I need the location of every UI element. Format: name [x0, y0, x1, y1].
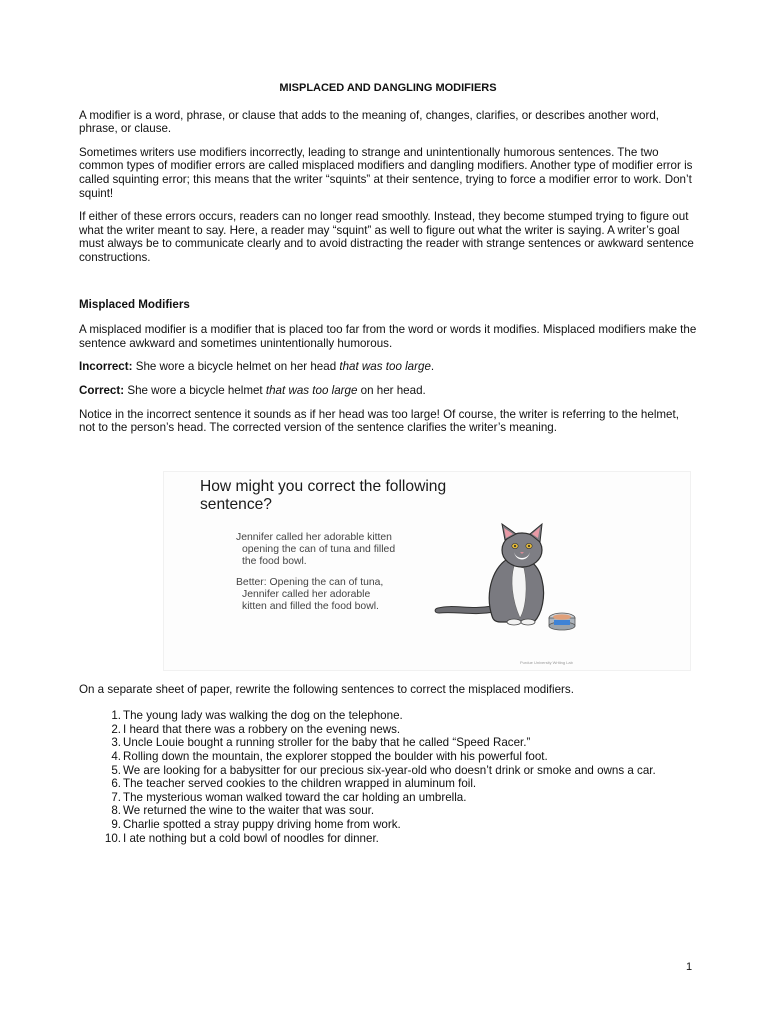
list-item-text: We are looking for a babysitter for our precious six-year-old who doesn’t drink or smoke and owns a car. — [123, 763, 656, 777]
page-number: 1 — [686, 961, 693, 973]
document-title: MISPLACED AND DANGLING MODIFIERS — [279, 82, 497, 94]
notice-paragraph: Notice in the incorrect sentence it sounds as if her head was too large! Of course, the writer is referring to the helmet, not to the person’s head. The corrected version of the sentence clarifies the writer’s meaning. — [79, 407, 679, 435]
incorrect-label: Incorrect: — [79, 360, 133, 374]
example-slide — [163, 471, 691, 671]
list-item-number: 6. — [111, 777, 121, 791]
correct-text-before: She wore a bicycle helmet — [124, 383, 266, 397]
list-item — [79, 723, 697, 737]
list-item-text: I heard that there was a robbery on the evening news. — [123, 722, 401, 736]
incorrect-example — [79, 360, 697, 374]
list-item-number: 8. — [111, 804, 121, 818]
cat-with-tuna-can-icon — [430, 522, 580, 632]
list-item-number: 2. — [111, 722, 121, 736]
intro-paragraph-2: Sometimes writers use modifiers incorrectly, leading to strange and unintentionally humorous sentences. The two common types of modifier errors are called misplaced modifiers and dangling modifiers. Another type of modifier error is called squinting error; this means that the writer “squints” at their sentence, trying to force a modifier error to work. Don’t squint! — [79, 145, 693, 200]
intro-paragraph-3: If either of these errors occurs, readers can no longer read smoothly. Instead, they become stumped trying to figure out what the writer meant to say. Here, a reader may “squint” as well to figure out what the writer is saying. A writer’s goal must always be to communicate clearly and to avoid distracting the reader with strange sentences or awkward sentence constructions. — [79, 210, 694, 264]
list-item-number: 9. — [111, 818, 121, 832]
exercise-instruction: On a separate sheet of paper, rewrite the following sentences to correct the misplaced modifiers. — [79, 682, 574, 696]
list-item-text: The mysterious woman walked toward the car holding an umbrella. — [123, 790, 467, 804]
list-item-text: The young lady was walking the dog on the telephone. — [123, 709, 403, 723]
correct-example — [79, 384, 697, 398]
correct-modifier: that was too large — [265, 383, 358, 397]
list-item-text: I ate nothing but a cold bowl of noodles for dinner. — [123, 831, 379, 845]
incorrect-text-after: . — [430, 360, 435, 374]
intro-paragraph-1: A modifier is a word, phrase, or clause that adds to the meaning of, changes, clarifies, or describes another word, phrase, or clause. — [79, 108, 659, 136]
list-item-number: 4. — [111, 750, 121, 764]
list-item-number: 3. — [111, 736, 121, 750]
list-item-number: 7. — [111, 790, 121, 804]
list-item-text: The teacher served cookies to the children wrapped in aluminum foil. — [123, 777, 477, 791]
slide-wrong-sentence: Jennifer called her adorable kitten opening the can of tuna and filled the food bowl. — [236, 531, 396, 567]
list-item — [79, 736, 697, 750]
correct-text-after: on her head. — [357, 383, 426, 397]
incorrect-modifier: that was too large — [339, 360, 431, 374]
incorrect-text-before: She wore a bicycle helmet on her head — [132, 360, 340, 374]
slide-credit: Purdue University Writing Lab — [520, 659, 573, 665]
section-heading-misplaced: Misplaced Modifiers — [79, 297, 190, 311]
list-item — [79, 804, 697, 818]
list-item — [79, 764, 697, 778]
list-item-text: Uncle Louie bought a running stroller for the baby that he called “Speed Racer.” — [123, 736, 531, 750]
slide-question: How might you correct the following sentence? — [200, 477, 447, 513]
misplaced-definition: A misplaced modifier is a modifier that is placed too far from the word or words it modifies. Misplaced modifiers make the sentence awkward and sometimes unintentionally humorous. — [79, 323, 697, 350]
list-item-number: 5. — [111, 763, 121, 777]
list-item-number: 1. — [111, 709, 121, 723]
list-item — [79, 709, 697, 723]
slide-examples — [236, 532, 396, 622]
list-item — [79, 791, 697, 805]
slide-better-sentence: Better: Opening the can of tuna, Jennifer called her adorable kitten and filled the food bowl. — [236, 576, 384, 612]
list-item — [79, 750, 697, 764]
list-item-text: Charlie spotted a stray puppy driving home from work. — [123, 818, 401, 832]
list-item-text: Rolling down the mountain, the explorer stopped the boulder with his powerful foot. — [123, 750, 548, 764]
list-item — [79, 832, 697, 846]
exercise-list — [79, 709, 697, 845]
list-item — [79, 777, 697, 791]
list-item-text: We returned the wine to the waiter that was sour. — [123, 804, 375, 818]
correct-label: Correct: — [79, 383, 125, 397]
list-item-number: 10. — [104, 831, 121, 845]
page-content — [79, 82, 697, 845]
list-item — [79, 818, 697, 832]
